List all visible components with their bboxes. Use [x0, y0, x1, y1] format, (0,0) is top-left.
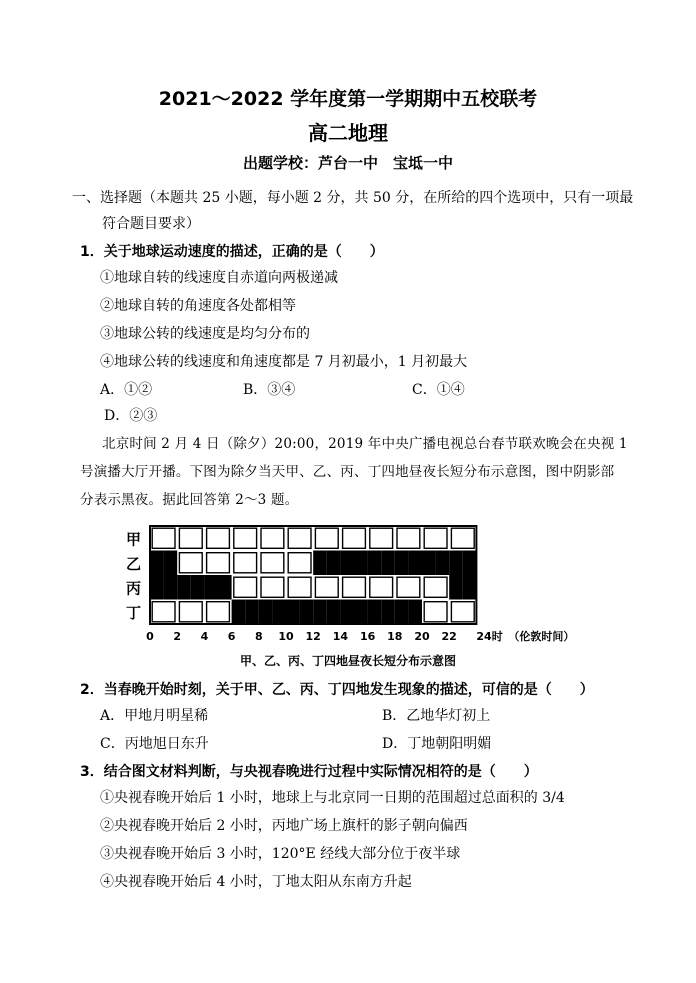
day-cell: [207, 602, 230, 622]
night-cell: [368, 600, 382, 625]
night-cell: [204, 575, 218, 600]
x-tick-label: 20: [414, 630, 430, 643]
section-heading-line2: 符合题目要求）: [102, 216, 200, 232]
q1-statement-2: ②地球自转的角速度各处都相等: [100, 298, 296, 314]
day-cell: [234, 528, 257, 548]
day-cell: [424, 602, 447, 622]
q1-stem: 1．关于地球运动速度的描述，正确的是（ ）: [80, 244, 384, 260]
night-cell: [232, 600, 246, 625]
night-cell: [463, 575, 477, 600]
night-cell: [340, 551, 354, 576]
night-cell: [313, 600, 327, 625]
day-cell: [288, 553, 311, 573]
material-line3: 分表示黑夜。据此回答第 2～3 题。: [80, 492, 299, 508]
material-line2: 号演播大厅开播。下图为除夕当天甲、乙、丙、丁四地昼夜长短分布示意图，图中阴影部: [80, 464, 615, 480]
q3-statement-4: ④央视春晚开始后 4 小时，丁地太阳从东南方升起: [100, 874, 412, 890]
day-cell: [343, 528, 366, 548]
night-cell: [381, 551, 395, 576]
day-cell: [207, 553, 230, 573]
night-cell: [191, 575, 205, 600]
day-cell: [261, 577, 284, 597]
night-cell: [177, 575, 191, 600]
x-axis-unit: （伦敦时间）: [508, 630, 575, 643]
x-tick-label: 24时: [476, 630, 503, 643]
row-label: 甲: [126, 530, 142, 549]
q3-statement-3: ③央视春晚开始后 3 小时，120°E 经线大部分位于夜半球: [100, 846, 461, 862]
day-cell: [343, 577, 366, 597]
x-tick-label: 4: [200, 630, 209, 643]
section-heading-line1: 一、选择题（本题共 25 小题，每小题 2 分，共 50 分，在所给的四个选项中，只有一项最: [72, 190, 634, 206]
night-cell: [150, 575, 164, 600]
day-night-chart: [118, 522, 598, 644]
night-cell: [286, 600, 300, 625]
row-label: 丙: [126, 579, 142, 598]
q2-option-b: B．乙地华灯初上: [382, 708, 491, 724]
night-cell: [327, 551, 341, 576]
day-cell: [315, 528, 338, 548]
q1-option-a: A．①②: [100, 382, 153, 398]
day-cell: [370, 577, 393, 597]
exam-schools: 出题学校：芦台一中 宝坻一中: [242, 154, 453, 172]
x-tick-label: 2: [173, 630, 182, 643]
night-cell: [164, 551, 178, 576]
q3-statement-2: ②央视春晚开始后 2 小时，丙地广场上旗杆的影子朝向偏西: [100, 818, 468, 834]
day-cell: [234, 553, 257, 573]
q2-stem: 2．当春晚开始时刻，关于甲、乙、丙、丁四地发生现象的描述，可信的是（ ）: [80, 682, 594, 698]
q1-statement-1: ①地球自转的线速度自赤道向两极递减: [100, 270, 338, 286]
q1-statement-3: ③地球公转的线速度是均匀分布的: [100, 326, 310, 342]
night-cell: [245, 600, 259, 625]
night-cell: [463, 551, 477, 576]
q1-option-b: B．③④: [243, 382, 296, 398]
day-cell: [234, 577, 257, 597]
x-tick-label: 14: [332, 630, 349, 643]
x-tick-label: 6: [227, 630, 236, 643]
night-cell: [313, 551, 327, 576]
night-cell: [327, 600, 341, 625]
material-line1: 北京时间 2 月 4 日（除夕）20:00，2019 年中央广播电视总台春节联欢晚会在央视 1: [102, 436, 628, 452]
q2-option-d: D．丁地朝阳明媚: [382, 736, 492, 752]
q1-option-d: D．②③: [104, 408, 158, 424]
exam-title: 2021～2022 学年度第一学期期中五校联考: [158, 88, 538, 110]
day-cell: [288, 528, 311, 548]
q3-statement-1: ①央视春晚开始后 1 小时，地球上与北京同一日期的范围超过总面积的 3/4: [100, 790, 565, 806]
day-cell: [179, 602, 202, 622]
exam-subject: 高二地理: [308, 121, 388, 145]
day-cell: [207, 528, 230, 548]
day-cell: [397, 577, 420, 597]
q2-option-c: C．丙地旭日东升: [100, 736, 209, 752]
night-cell: [422, 551, 436, 576]
q1-statement-4: ④地球公转的线速度和角速度都是 7 月初最小，1 月初最大: [100, 354, 468, 370]
night-cell: [354, 600, 368, 625]
night-cell: [368, 551, 382, 576]
row-label: 丁: [126, 603, 142, 622]
q2-option-a: A．甲地月明星稀: [100, 708, 209, 724]
day-cell: [370, 528, 393, 548]
night-cell: [408, 551, 422, 576]
day-cell: [261, 528, 284, 548]
night-cell: [395, 551, 409, 576]
day-cell: [424, 577, 447, 597]
day-cell: [152, 602, 175, 622]
q3-stem: 3．结合图文材料判断，与央视春晚进行过程中实际情况相符的是（ ）: [80, 764, 538, 780]
day-cell: [179, 553, 202, 573]
x-tick-label: 18: [387, 630, 403, 643]
night-cell: [340, 600, 354, 625]
x-tick-label: 12: [305, 630, 321, 643]
night-cell: [436, 551, 450, 576]
night-cell: [449, 551, 463, 576]
x-tick-label: 8: [254, 630, 263, 643]
day-cell: [451, 528, 474, 548]
night-cell: [449, 575, 463, 600]
q1-option-c: C．①④: [412, 382, 465, 398]
night-cell: [164, 575, 178, 600]
day-cell: [315, 577, 338, 597]
night-cell: [272, 600, 286, 625]
night-cell: [218, 575, 232, 600]
night-cell: [354, 551, 368, 576]
row-label: 乙: [126, 554, 142, 573]
x-tick-label: 0: [146, 630, 154, 643]
day-cell: [179, 528, 202, 548]
night-cell: [300, 600, 314, 625]
x-tick-label: 16: [359, 630, 376, 643]
day-cell: [288, 577, 311, 597]
day-cell: [261, 553, 284, 573]
night-cell: [381, 600, 395, 625]
chart-caption: 甲、乙、丙、丁四地昼夜长短分布示意图: [239, 654, 456, 668]
day-cell: [424, 528, 447, 548]
night-cell: [395, 600, 409, 625]
day-cell: [451, 602, 474, 622]
night-cell: [408, 600, 422, 625]
night-cell: [150, 551, 164, 576]
night-cell: [259, 600, 273, 625]
day-cell: [152, 528, 175, 548]
x-tick-label: 22: [441, 630, 457, 643]
day-cell: [397, 528, 420, 548]
x-tick-label: 10: [278, 630, 294, 643]
